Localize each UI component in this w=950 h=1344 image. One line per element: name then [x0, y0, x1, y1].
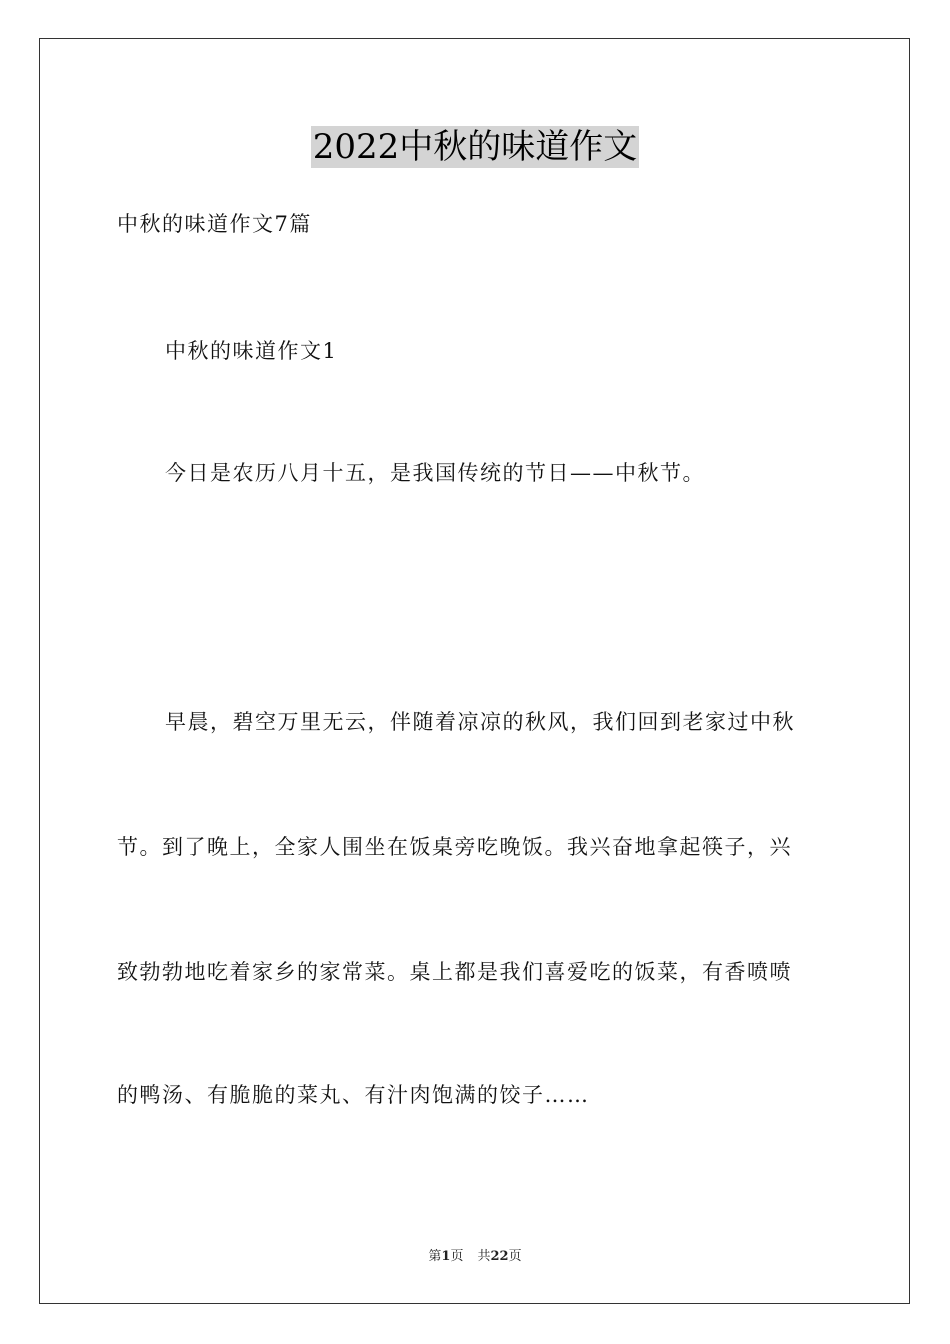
- total-pages: 22: [490, 1249, 509, 1264]
- page-footer: [0, 1248, 950, 1266]
- paragraph-2-line-4: 的鸭汤、有脆脆的菜丸、有汁肉饱满的饺子……: [117, 1083, 590, 1107]
- paragraph-1: 今日是农历八月十五，是我国传统的节日——中秋节。: [165, 461, 705, 485]
- title-container: [0, 126, 950, 168]
- paragraph-2-line-3: 致勃勃地吃着家乡的家常菜。桌上都是我们喜爱吃的饭菜，有香喷喷: [117, 960, 792, 984]
- page-suffix: 页: [450, 1249, 464, 1264]
- document-title: 2022中秋的味道作文: [312, 127, 638, 167]
- page-number: 1: [441, 1249, 451, 1264]
- page-prefix: 第: [428, 1249, 442, 1264]
- section-heading: 中秋的味道作文1: [165, 339, 338, 363]
- paragraph-2-line-2: 节。到了晚上，全家人围坐在饭桌旁吃晚饭。我兴奋地拿起筷子，兴: [117, 835, 792, 859]
- total-prefix: 共: [477, 1249, 491, 1264]
- total-suffix: 页: [508, 1249, 522, 1264]
- paragraph-2-line-1: 早晨，碧空万里无云，伴随着凉凉的秋风，我们回到老家过中秋: [165, 710, 795, 734]
- document-subtitle: 中秋的味道作文7篇: [117, 212, 312, 236]
